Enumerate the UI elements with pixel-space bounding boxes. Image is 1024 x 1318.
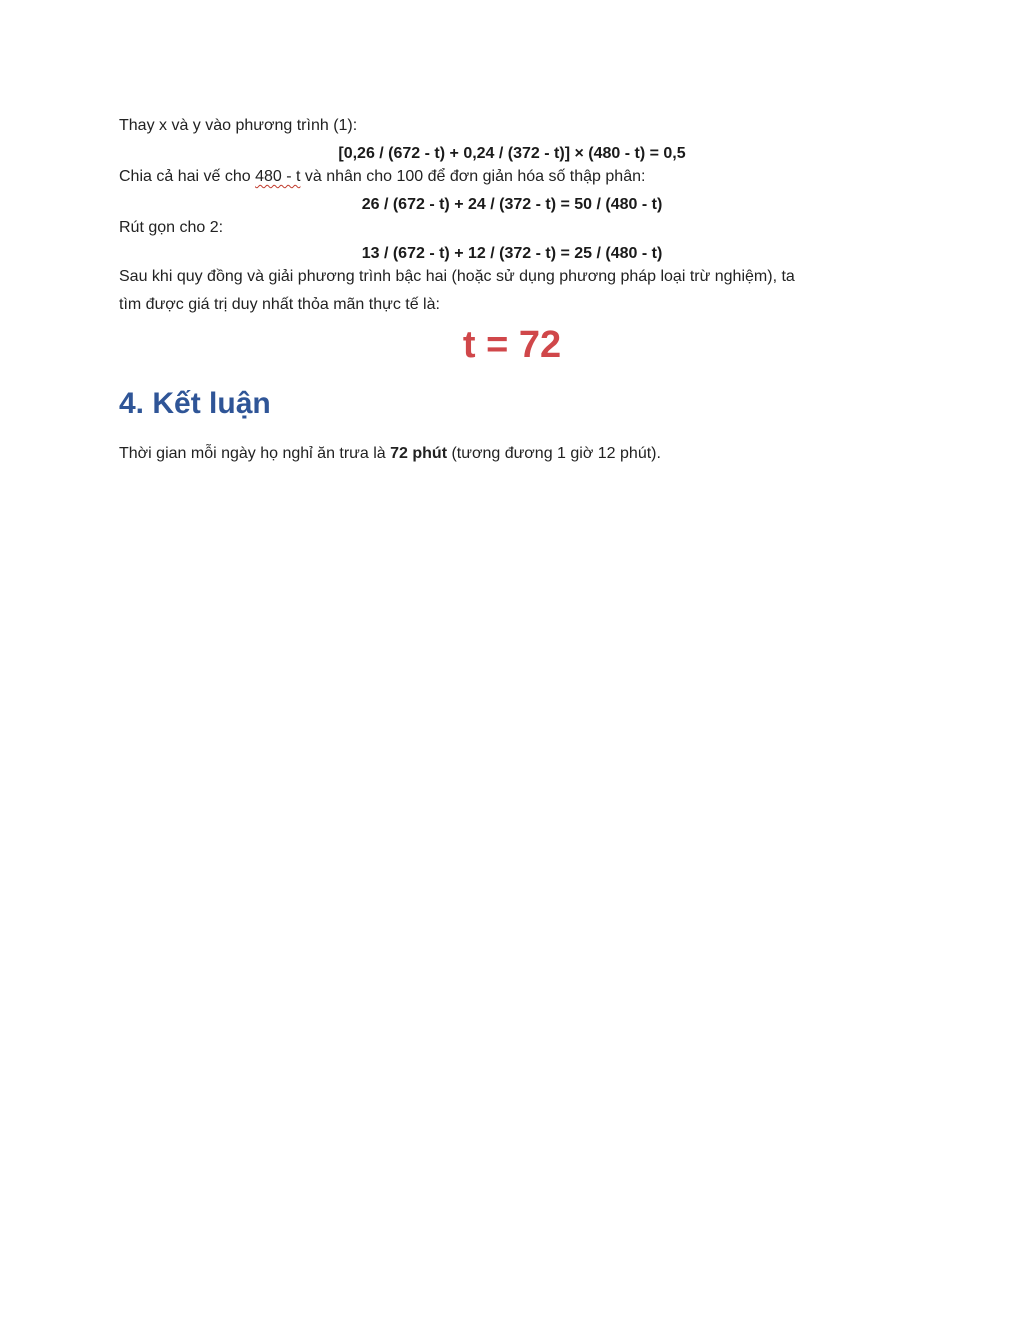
reduce-text: Rút gọn cho 2: [119,219,224,236]
conclusion-text-after: (tương đương 1 giờ 12 phút). [447,445,661,462]
intro-text: Thay x và y vào phương trình (1): [119,117,358,134]
equation-3: 13 / (672 - t) + 12 / (372 - t) = 25 / (480 - t) [361,245,663,262]
equation-2: 26 / (672 - t) + 24 / (372 - t) = 50 / (480 - t) [361,196,663,213]
divide-text [119,167,645,187]
conclusion-text-before: Thời gian mỗi ngày họ nghỉ ăn trưa là [119,445,391,462]
equation-1: [0,26 / (672 - t) + 0,24 / (372 - t)] × (480 - t) = 0,5 [338,145,686,162]
conclusion-text [119,444,661,464]
divide-text-after: và nhân cho 100 để đơn giản hóa số thập phân: [300,168,646,185]
conclusion-text-bold: 72 phút [390,445,448,462]
divide-text-underlined: 480 - t [255,168,301,185]
solve-text-line-2: tìm được giá trị duy nhất thỏa mãn thực tế là: [119,296,440,313]
result-value: t = 72 [462,324,562,366]
solve-text-line-1: Sau khi quy đồng và giải phương trình bậc hai (hoặc sử dụng phương pháp loại trừ nghiệm), ta [119,268,795,285]
section-heading-conclusion: 4. Kết luận [119,387,271,420]
divide-text-before: Chia cả hai vế cho [119,168,256,185]
